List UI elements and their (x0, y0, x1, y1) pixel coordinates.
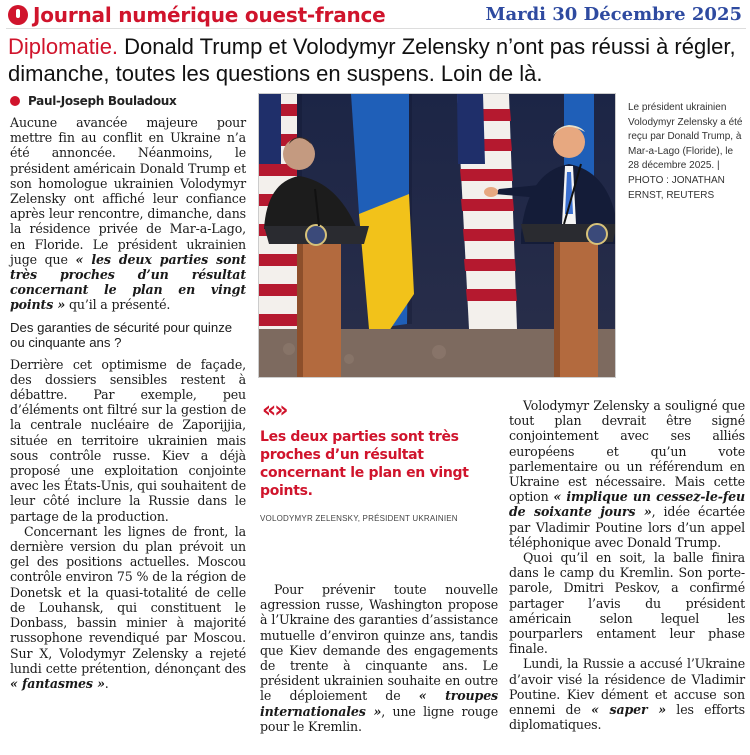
quote-inline: « implique un cessez-le-feu de soixante jours » (509, 489, 745, 520)
rubric: Diplomatie. (8, 34, 119, 59)
paragraph: Quoi qu’il en soit, la balle finira dans le camp du Kremlin. Son porte-parole, Dmitri Peskov, a confirmé partager l’avis du président américain selon lequel les pourparlers entament leur phase finale. (509, 550, 745, 657)
pull-quote-attribution: VOLODYMYR ZELENSKY, PRÉSIDENT UKRAINIEN (260, 514, 458, 523)
paragraph: Concernant les lignes de front, la dernière version du plan prévoit un gel des positions actuelles. Moscou contrôle environ 75 % de la région de Donetsk et la quasi-totalité de celle de Louhansk, qui constituent le Donbass, bassin minier à majorité russophone revendiqué par Moscou. Sur X, Volodymyr Zelensky a rejeté lundi cette prétention, dénonçant des « fantasmes ». (10, 523, 246, 691)
column-right (509, 398, 745, 732)
press-photo (258, 93, 616, 378)
bullet-icon (10, 96, 20, 106)
pull-quote: Les deux parties sont très proches d’un résultat concernant le plan en vingt points. (260, 429, 469, 499)
photo-caption: Le président ukrainien Volodymyr Zelensky a été reçu par Donald Trump, à Mar-a-Lago (Floride), le 28 décembre 2025. | PHOTO : JONATHAN ERNST, REUTERS (628, 102, 743, 201)
quote-icon: «» (262, 398, 287, 423)
paragraph: Derrière cet optimisme de façade, des dossiers sensibles restent à débattre. Par exemple, peu d’éléments ont filtré sur la gestion de la centrale nucléaire de Zaporijjia, située en territoire ukrainien mais sous contrôle russe. Kiev a déjà proposé une exploitation conjointe avec les États-Unis, qui souhaitent de leur côté inclure la Russie dans le partage de la production. (10, 356, 246, 524)
quote-inline: « les deux parties sont très proches d’un résultat concernant le plan en vingt points » (10, 251, 246, 313)
quote-inline: « saper » (591, 702, 666, 718)
headline (8, 33, 746, 87)
paragraph: Lundi, la Russie a accusé l’Ukraine d’avoir visé la résidence de Vladimir Poutine. Kiev dément et accuse son ennemi de « saper » les efforts diplomatiques. (509, 656, 745, 733)
paragraph: Aucune avancée majeure pour mettre fin au conflit en Ukraine n’a été annoncée. Néanmoins, le président américain Donald Trump et son homologue ukrainien Volodymyr Zelensky ont affiché leur confiance après leur rencontre, dimanche, dans la résidence privée de Mar-a-Lago, en Floride. Le président ukrainien juge que « les deux parties sont très proches d’un résultat concernant le plan en vingt points » qu’il a présenté. (10, 115, 246, 313)
paragraph: Pour prévenir toute nouvelle agression russe, Washington propose à l’Ukraine des garanties d’assistance mutuelle d’environ quinze ans, tandis que Kiev demande des engagements de trente à cinquante ans. Le président ukrainien souhaite en outre le déploiement de « troupes internationales », une ligne rouge pour le Kremlin. (260, 582, 498, 734)
issue-date: Mardi 30 Décembre 2025 (485, 4, 742, 25)
column-middle (260, 582, 498, 734)
column-left (10, 115, 246, 691)
paragraph: Volodymyr Zelensky a souligné que tout plan devrait être signé conjointement avec ses alliés européens et qu’un vote parlementaire ou un référendum en Ukraine est nécessaire. Mais cette option « implique un cessez-le-feu de soixante jours », idée écartée par Vladimir Poutine lors d’un appel téléphonique avec Donald Trump. (509, 398, 745, 550)
headline-text: Donald Trump et Volodymyr Zelensky n’ont pas réussi à régler, dimanche, toutes les questions en suspens. Loin de là. (8, 34, 736, 86)
author-name: Paul-Joseph Bouladoux (28, 94, 177, 108)
quote-inline: « fantasmes » (10, 675, 105, 691)
logo-icon (8, 5, 28, 25)
subheading: Des garanties de sécurité pour quinze ou cinquante ans ? (10, 319, 233, 351)
photo-illustration (259, 94, 616, 378)
quote-inline: « troupes internationales » (260, 688, 498, 719)
masthead (6, 3, 746, 29)
byline (10, 93, 176, 109)
journal-title: Journal numérique ouest-france (33, 3, 386, 27)
